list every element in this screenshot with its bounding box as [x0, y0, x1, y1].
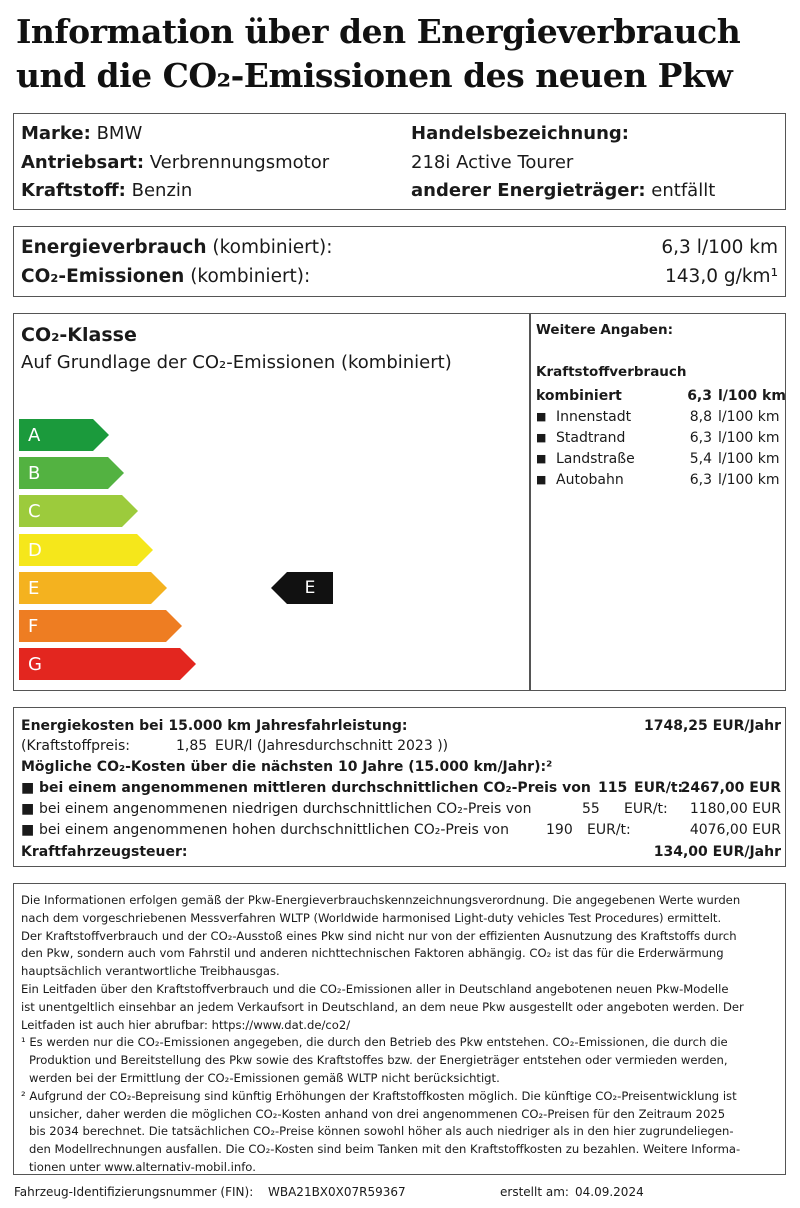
weitere-row-unit: l/100 km	[718, 472, 780, 488]
class-bar-arrow-icon	[151, 572, 167, 604]
antrieb-label: Antriebsart:	[21, 152, 145, 173]
bullet-icon: ■	[536, 452, 547, 465]
niedrig-unit: EUR/t:	[624, 801, 668, 817]
co2-kosten-row	[21, 757, 781, 777]
class-bar-arrow-icon	[108, 457, 124, 489]
class-bar-arrow-icon	[137, 534, 153, 566]
kombiniert-value: 6,3	[687, 388, 712, 404]
class-bar-arrow-icon	[166, 610, 182, 642]
weitere-row-unit: l/100 km	[718, 451, 780, 467]
info-line: Produktion und Bereitstellung des Pkw sowie des Kraftstoffes bzw. der Energieträger entstehen oder vermieden werden,	[29, 1053, 728, 1068]
co2-kosten-label: Mögliche CO₂-Kosten über die nächsten 10 Jahre (15.000 km/Jahr):²	[21, 759, 553, 775]
hoch-label: bei einem angenommenen hohen durchschnittlichen CO₂-Preis von	[39, 822, 509, 838]
weitere-row-label: Innenstadt	[556, 409, 632, 425]
antrieb-value: Verbrennungsmotor	[149, 152, 330, 173]
marke-label: Marke:	[21, 123, 91, 144]
co2-class-box	[13, 313, 786, 691]
class-bar-c	[19, 495, 138, 527]
anderer-label: anderer Energieträger:	[411, 180, 646, 201]
niedrig-value: 1180,00 EUR	[689, 801, 781, 817]
weitere-row-label: Landstraße	[556, 451, 635, 467]
class-bar-label: F	[19, 610, 166, 642]
class-bar-label: E	[19, 572, 151, 604]
class-bar-label: D	[19, 534, 137, 566]
kraftstoffpreis-value: 1,85	[176, 738, 208, 754]
mittel-price: 115	[598, 780, 628, 796]
antrieb-row	[21, 152, 329, 174]
weitere-row-label: Autobahn	[556, 472, 624, 488]
page-title	[16, 10, 786, 98]
co2-suffix: (kombiniert):	[190, 266, 311, 287]
title-line-1: Information über den Energieverbrauch	[16, 12, 741, 51]
kraftstoffpreis-unit: EUR/l (Jahresdurchschnitt 2023 ))	[215, 738, 449, 754]
fin-label: Fahrzeug-Identifizierungsnummer (FIN):	[14, 1185, 254, 1199]
info-line: Leitfaden ist auch hier abrufbar: https://www.dat.de/co2/	[21, 1017, 351, 1032]
class-bar-d	[19, 534, 153, 566]
info-line: den Pkw, sondern auch vom Fahrstil und anderen nichttechnischen Faktoren abhängig. CO₂ ist das für die Erderwärmung	[21, 946, 724, 961]
info-line: tionen unter www.alternativ-mobil.info.	[29, 1159, 256, 1174]
bullet-icon: ■	[536, 431, 547, 444]
marke-row	[21, 123, 142, 145]
weitere-row-label: Stadtrand	[556, 430, 626, 446]
class-bar-a	[19, 419, 109, 451]
steuer-label: Kraftfahrzeugsteuer:	[21, 844, 188, 860]
kraftstoffverbrauch-heading: Kraftstoffverbrauch	[536, 364, 687, 380]
weitere-title: Weitere Angaben:	[536, 322, 673, 338]
hoch-unit: EUR/t:	[587, 822, 631, 838]
handel-value: 218i Active Tourer	[411, 152, 574, 173]
fin-value: WBA21BX0X07R59367	[268, 1185, 406, 1199]
current-class-label: E	[287, 572, 333, 604]
weitere-row-value: 8,8	[689, 409, 712, 425]
weitere-row-value: 5,4	[689, 451, 712, 467]
info-line: ¹ Es werden nur die CO₂-Emissionen angegeben, die durch den Betrieb des Pkw entstehen. CO₂-Emissionen, die durch die	[21, 1035, 728, 1050]
info-line: den Modellrechnungen ausfallen. Die CO₂-Kosten sind beim Tanken mit den Kraftstoffkosten zu bezahlen. Weitere Informa-	[29, 1142, 741, 1157]
class-bar-label: B	[19, 457, 108, 489]
costs-box	[13, 707, 786, 867]
erstellt-label: erstellt am:	[500, 1185, 569, 1199]
info-line: werden bei der Ermittlung der CO₂-Emissionen gemäß WLTP nicht berücksichtigt.	[29, 1070, 500, 1085]
bullet-icon: ■	[536, 410, 547, 423]
info-box	[13, 883, 786, 1175]
kraftstoff-label: Kraftstoff:	[21, 180, 126, 201]
niedrig-price: 55	[582, 801, 600, 817]
class-bar-e	[19, 572, 167, 604]
anderer-value: entfällt	[651, 180, 716, 201]
co2-value: 143,0 g/km¹	[665, 266, 778, 287]
steuer-value: 134,00 EUR/Jahr	[653, 844, 781, 860]
hoch-price: 190	[546, 822, 573, 838]
class-bar-label: C	[19, 495, 122, 527]
co2-class-subtitle: Auf Grundlage der CO₂-Emissionen (kombiniert)	[21, 352, 452, 373]
co2-row	[21, 265, 778, 289]
class-bar-f	[19, 610, 182, 642]
energiekosten-label: Energiekosten bei 15.000 km Jahresfahrleistung:	[21, 718, 408, 734]
steuer-row	[21, 842, 781, 862]
title-line-2: und die CO₂-Emissionen des neuen Pkw	[16, 56, 733, 95]
hoch-value: 4076,00 EUR	[689, 822, 781, 838]
anderer-row	[411, 180, 715, 202]
handel-label: Handelsbezeichnung:	[411, 123, 629, 144]
info-line: bis 2034 berechnet. Die tatsächlichen CO₂-Preise können sowohl höher als auch niedriger als in den hier zugrundeliegen-	[29, 1124, 734, 1139]
erstellt-value: 04.09.2024	[575, 1185, 644, 1199]
energy-value: 6,3 l/100 km	[661, 237, 778, 258]
energy-suffix: (kombiniert):	[212, 237, 333, 258]
class-bar-arrow-icon	[93, 419, 109, 451]
weitere-row-value: 6,3	[689, 430, 712, 446]
bullet-icon: ■	[21, 801, 35, 817]
marke-value: BMW	[96, 123, 143, 144]
class-bar-label: A	[19, 419, 93, 451]
info-line: hauptsächlich verantwortliche Treibhausgas.	[21, 964, 280, 979]
co2-class-title: CO₂-Klasse	[21, 324, 137, 346]
bullet-icon: ■	[536, 473, 547, 486]
class-bar-g	[19, 648, 196, 680]
info-line: nach dem vorgeschriebenen Messverfahren WLTP (Worldwide harmonised Light-duty vehicles Test Procedures) ermittelt.	[21, 910, 722, 925]
niedrig-label: bei einem angenommenen niedrigen durchschnittlichen CO₂-Preis von	[39, 801, 532, 817]
bullet-icon: ■	[21, 780, 35, 796]
info-line: ist unentgeltlich einsehbar an jedem Verkaufsort in Deutschland, an dem neue Pkw ausgestellt oder angeboten werden. Der	[21, 999, 744, 1014]
class-bar-arrow-icon	[122, 495, 138, 527]
mittel-value: 2467,00 EUR	[680, 780, 781, 796]
kraftstoff-value: Benzin	[131, 180, 193, 201]
handel-label-row	[411, 123, 629, 145]
current-class-marker	[271, 572, 333, 604]
kraftstoffpreis-label: (Kraftstoffpreis:	[21, 738, 130, 754]
mittel-unit: EUR/t:	[634, 780, 684, 796]
kombiniert-label: kombiniert	[536, 388, 622, 404]
bullet-icon: ■	[21, 822, 35, 838]
energy-row	[21, 236, 778, 260]
vehicle-box	[13, 113, 786, 210]
weitere-row-unit: l/100 km	[718, 409, 780, 425]
info-line: Die Informationen erfolgen gemäß der Pkw-Energieverbrauchskennzeichnungsverordnung. Die angegebenen Werte wurden	[21, 893, 741, 907]
co2-class-divider	[529, 314, 531, 690]
kombiniert-unit: l/100 km	[718, 388, 786, 404]
class-bar-b	[19, 457, 124, 489]
energiekosten-value: 1748,25 EUR/Jahr	[644, 718, 781, 734]
info-line: Der Kraftstoffverbrauch und der CO₂-Ausstoß eines Pkw sind nicht nur von der effizienten Ausnutzung des Kraftstoffs durch	[21, 928, 737, 943]
kraftstoff-row	[21, 180, 192, 202]
class-bar-label: G	[19, 648, 180, 680]
weitere-row-value: 6,3	[689, 472, 712, 488]
weitere-row-unit: l/100 km	[718, 430, 780, 446]
info-line: ² Aufgrund der CO₂-Bepreisung sind künftig Erhöhungen der Kraftstoffkosten möglich. Die künftige CO₂-Preisentwicklung ist	[21, 1088, 737, 1103]
mittel-label: bei einem angenommenen mittleren durchschnittlichen CO₂-Preis von	[39, 780, 591, 796]
energy-label: Energieverbrauch	[21, 237, 207, 258]
consumption-box	[13, 226, 786, 297]
current-class-arrow-icon	[271, 572, 287, 604]
class-bar-arrow-icon	[180, 648, 196, 680]
info-line: unsicher, daher werden die möglichen CO₂-Kosten anhand von drei angenommenen CO₂-Preisen für den Zeitraum 2025	[29, 1106, 726, 1121]
handel-value-row	[411, 152, 573, 174]
info-line: Ein Leitfaden über den Kraftstoffverbrauch und die CO₂-Emissionen aller in Deutschland angebotenen neuen Pkw-Modelle	[21, 981, 729, 996]
energiekosten-row	[21, 716, 781, 736]
co2-label: CO₂-Emissionen	[21, 266, 185, 287]
